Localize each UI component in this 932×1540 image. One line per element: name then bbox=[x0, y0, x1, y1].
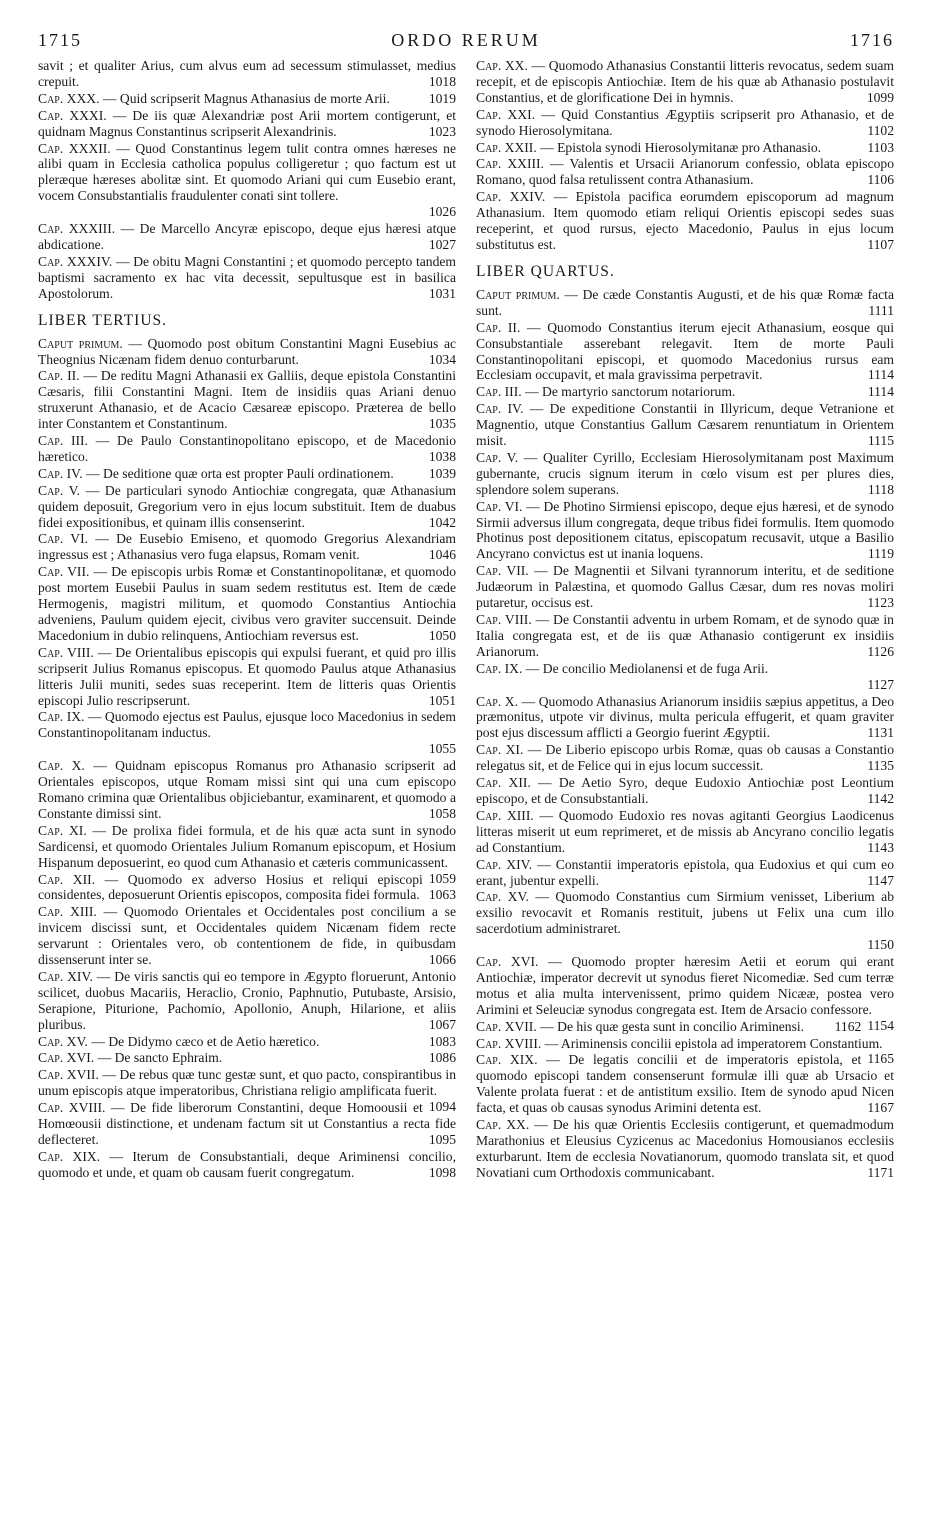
page-reference: 1165 bbox=[867, 1051, 894, 1067]
page-reference: 1102 bbox=[867, 122, 894, 138]
chapter-label: Cap. XXI. bbox=[476, 106, 536, 122]
entry-text: — Quomodo ex adverso Hosius et reliqui episcopi considentes, deposuerunt Orientis episcopos, composita fidei formula. bbox=[38, 871, 423, 903]
toc-entry bbox=[38, 368, 456, 432]
entry-text: — De Paulo Constantinopolitano episcopo, et de Macedonio hæretico. bbox=[38, 433, 456, 464]
chapter-label: Cap. XVIII. bbox=[476, 1035, 542, 1051]
page-reference: 1031 bbox=[428, 285, 456, 301]
chapter-label: Cap. XI. bbox=[38, 822, 87, 838]
entry-text: — De Constantii adventu in urbem Romam, et de synodo quæ in Italia congregata est, et de iis quæ Athanasio contigerunt ex insidiis Arianorum. bbox=[476, 612, 894, 659]
page-reference: 1027 bbox=[428, 236, 456, 252]
page-reference: 1046 bbox=[428, 547, 456, 563]
toc-entry bbox=[38, 1034, 456, 1050]
page-reference: 1115 bbox=[867, 433, 894, 449]
toc-entry bbox=[476, 499, 894, 563]
chapter-label: Cap. IX. bbox=[476, 660, 523, 676]
entry-text: — De legatis concilii et de imperatoris epistola, et quomodo episcopi tandem consenserunt formulæ illi quæ ab Ursacio et Valente prolata fuerat : et de antistitum exsilio. Item de synodo apud Nicen facta, et quas ob causas synodus Arimini detenta est. bbox=[476, 1052, 894, 1116]
toc-entry bbox=[476, 156, 894, 188]
chapter-label: Cap. XX. bbox=[476, 58, 528, 73]
page-reference: 1058 bbox=[428, 805, 456, 821]
chapter-label: Cap. XX. bbox=[476, 1117, 530, 1133]
toc-entry bbox=[476, 775, 894, 807]
chapter-label: Cap. XVII. bbox=[38, 1067, 99, 1083]
page-reference: 1038 bbox=[428, 448, 456, 464]
columns bbox=[38, 58, 894, 1182]
chapter-label: Cap. XII. bbox=[38, 871, 96, 887]
chapter-label: Cap. XXX. bbox=[38, 90, 100, 106]
entry-text: — De Magnentii et Silvani tyrannorum interitu, et de seditione Judæorum in Palæstina, et quomodo Gallus Cæsar, dum res novas moliri putaretur, occisus est. bbox=[476, 563, 894, 611]
right-column bbox=[476, 58, 894, 1182]
toc-entry bbox=[38, 108, 456, 140]
toc-entry bbox=[38, 645, 456, 709]
page-reference: 1111 bbox=[868, 302, 894, 318]
page-reference: 1026 bbox=[428, 204, 456, 220]
toc-entry bbox=[38, 1149, 456, 1181]
entry-text: savit ; et qualiter Arius, cum alvus eum ad secessum stimulasset, medius crepuit. bbox=[38, 58, 456, 89]
running-title: ORDO RERUM bbox=[391, 30, 541, 50]
entry-text: — De cæde Constantis Augusti, et de his quæ Romæ facta sunt. bbox=[476, 286, 894, 318]
toc-entry bbox=[476, 808, 894, 856]
entry-text: — Quomodo Constantius cum Sirmium venisset, Liberium ab exsilio revocavit et Romanis restituit, jubens ut Felix una cum illo sacerdotium administraret. bbox=[476, 889, 894, 937]
page-reference: 1142 bbox=[867, 790, 894, 806]
chapter-label: Caput primum. bbox=[38, 335, 123, 351]
entry-text: — Quomodo Athanasius Constantii litteris revocatus, sedem suam recepit, et de episcopis Antiochiæ. Item de his quæ ab Athanasio postulavit Constantius, et de glorificatione Dei in hymnis. bbox=[476, 58, 894, 105]
entry-text: — Quid Constantius Ægyptiis scripserit pro Athanasio, et de synodo Hierosolymitana. bbox=[476, 106, 894, 138]
toc-entry bbox=[476, 320, 894, 384]
page-reference: 1095 bbox=[428, 1132, 456, 1147]
toc-entry bbox=[476, 189, 894, 253]
entry-text: — De concilio Mediolanensi et de fuga Arii. bbox=[525, 660, 769, 676]
entry-text: — Epistola pacifica eorumdem episcoporum ad magnum Athanasium. Item quomodo etiam reliqui Orientis episcopi sedes suas receperint, et quod rursus, ejecto Macedonio, Paulus in ejus locum substitutus est. bbox=[476, 189, 894, 252]
page-reference: 1083 bbox=[428, 1033, 456, 1049]
toc-entry bbox=[38, 58, 456, 90]
page-reference: 1103 bbox=[867, 139, 894, 155]
chapter-label: Cap. X. bbox=[38, 758, 85, 774]
running-head bbox=[38, 30, 894, 54]
entry-text: — Iterum de Consubstantiali, deque Ariminensi concilio, quomodo et unde, et quam ob causam fuerit congregatum. bbox=[38, 1148, 456, 1180]
page-reference: 1162 bbox=[834, 1018, 862, 1034]
toc-entry bbox=[476, 1117, 894, 1181]
page-reference: 1066 bbox=[428, 952, 456, 968]
chapter-label: Cap. XII. bbox=[476, 775, 531, 791]
entry-text: — De episcopis urbis Romæ et Constantinopolitanæ, et quomodo post mortem Eusebii Paulus in suam sedem restitutus est. Item de cæde Hermogenis, magistri militum, et quomodo Constantius Antiochia adveniens, Paulum quidem ejecit, civibus vero graviter succensuit. Deinde Macedonium in dubio relinquens, Antiochiam reversus est. bbox=[38, 564, 456, 643]
entry-text: — De his quæ gesta sunt in concilio Ariminensi. bbox=[540, 1018, 805, 1034]
chapter-label: Cap. X. bbox=[476, 693, 519, 709]
chapter-label: Cap. IX. bbox=[38, 709, 85, 725]
entry-text: — De seditione quæ orta est propter Pauli ordinationem. bbox=[86, 465, 394, 481]
entry-text: — De Photino Sirmiensi episcopo, deque ejus hæresi, et de synodo Sirmii adversus illum congregata, deque tribus fidei formulis. Item quomodo Photinus post depositionem citatus, episcopatum recusavit, utque a Basilio Ancyrano convictus est ut inania loquens. bbox=[476, 498, 894, 562]
toc-entry bbox=[476, 287, 894, 319]
entry-text: — De Liberio episcopo urbis Romæ, quas ob causas a Constantio relegatus sit, et de Felice qui in ejus locum successit. bbox=[476, 742, 894, 774]
chapter-label: Cap. XI. bbox=[476, 742, 524, 758]
page-reference: 1034 bbox=[428, 351, 456, 367]
toc-entry bbox=[476, 58, 894, 106]
chapter-label: Cap. XV. bbox=[476, 889, 529, 905]
page-reference: 1143 bbox=[867, 839, 894, 855]
chapter-label: Cap. VII. bbox=[38, 564, 90, 580]
page-reference: 1039 bbox=[428, 465, 456, 481]
chapter-label: Cap. V. bbox=[38, 482, 81, 498]
chapter-label: Cap. IV. bbox=[38, 465, 83, 481]
toc-entry bbox=[476, 1019, 894, 1035]
entry-text: — Quomodo Eudoxio res novas agitanti Georgius Laodicenus litteras miserit ut eum reprimeret, et de missis ab Ancyrano concilio legatis ad Constantium. bbox=[476, 807, 894, 855]
chapter-label: Cap. XVI. bbox=[38, 1050, 95, 1066]
page-reference: 1042 bbox=[428, 514, 456, 530]
entry-text: — De Orientalibus episcopis qui expulsi fuerant, et quid pro illis scripserit Julius Romanus episcopus. Et quomodo Paulus atque Athanasius litteris Julii muniti, sedes suas receperint. Item de litteris quas Orientis episcopi Julio rescripserunt. bbox=[38, 644, 456, 708]
entry-text: — De obitu Magni Constantini ; et quomodo percepto tandem baptismi sacramento ex hac vita decessit, sepultusque est in basilica Apostolorum. bbox=[38, 253, 456, 301]
entry-text: — De prolixa fidei formula, et de his quæ acta sunt in synodo Sardicensi, et quomodo Orientales Julium Romanum episcopum, et Hosium Hispanum deposuerint, eo quod cum Athanasio et cæteris communicassent. bbox=[38, 822, 456, 870]
page-reference: 1099 bbox=[866, 89, 894, 105]
toc-entry bbox=[38, 483, 456, 531]
right-page-number: 1716 bbox=[849, 30, 894, 50]
chapter-label: Cap. XXXI. bbox=[38, 107, 107, 123]
page-reference: 1067 bbox=[428, 1016, 456, 1032]
page-reference: 1050 bbox=[428, 627, 456, 643]
entry-text: — De viris sanctis qui eo tempore in Ægypto floruerunt, Antonio scilicet, duobus Macariis, Heraclio, Cronio, Paphnutio, Putubaste, Arsisio, Serapione, Piturione, Pachomio, Apollonio, Anuph, Hilarione, et aliis pluribus. bbox=[38, 968, 456, 1032]
chapter-label: Cap. V. bbox=[476, 449, 519, 465]
chapter-label: Cap. XVI. bbox=[476, 954, 539, 970]
entry-text: — De Didymo cæco et de Aetio hæretico. bbox=[91, 1033, 320, 1049]
toc-entry bbox=[38, 433, 456, 465]
chapter-label: Cap. VII. bbox=[476, 563, 529, 579]
toc-entry bbox=[38, 969, 456, 1033]
entry-text: — Quomodo Orientales et Occidentales post concilium a se invicem discissi sunt, et Occidentales quidem Nicænam fidem recte servarunt : Orientales vero, ob contentionem de fide, in quibusdam dissenserunt inter se. bbox=[38, 904, 456, 968]
toc-entry bbox=[476, 889, 894, 953]
chapter-label: Cap. VIII. bbox=[476, 612, 532, 627]
page-reference: 1135 bbox=[867, 758, 894, 774]
entry-text: — Quomodo propter hæresim Aetii et eorum qui erant Antiochiæ, imperator decrevit ut synodus fieret Nicomediæ. Sed cum terræ motus et alia multa intervenissent, primo quidem Nicææ, postea vero Arimini et Seleuciæ synodus congregata est. Item de Arsacio confessore. bbox=[476, 954, 894, 1017]
chapter-label: Cap. XXXIV. bbox=[38, 253, 113, 269]
toc-entry bbox=[38, 1050, 456, 1066]
chapter-label: Cap. II. bbox=[38, 368, 80, 384]
page-reference: 1107 bbox=[867, 236, 894, 252]
entry-text: — De expeditione Constantii in Illyricum, deque Vetranione et Magnentio, utque Constantius Gallum Cæsarem renuntiatum in Orientem misit. bbox=[476, 401, 894, 449]
toc-entry bbox=[38, 709, 456, 757]
toc-entry bbox=[38, 904, 456, 968]
entry-text: — De Marcello Ancyræ episcopo, deque ejus hæresi atque abdicatione. bbox=[38, 221, 456, 252]
entry-text: — Epistola synodi Hierosolymitanæ pro Athanasio. bbox=[540, 139, 822, 155]
chapter-label: Cap. XXIV. bbox=[476, 189, 546, 205]
chapter-label: Cap. III. bbox=[476, 384, 522, 400]
chapter-label: Cap. XIX. bbox=[476, 1052, 538, 1068]
entry-text: — De reditu Magni Athanasii ex Galliis, deque epistola Constantini Cæsaris, filii Constantini Magni. Item de insidiis quas Ariani denuo struxerunt Athanasio, et de Acacio Cæsareæ episcopo. Præterea de bello inter Constantem et Constantinum. bbox=[38, 368, 456, 432]
entry-text: — Constantii imperatoris epistola, qua Eudoxius et qui cum eo erant, jubentur expelli. bbox=[476, 856, 895, 888]
page-reference: 1126 bbox=[867, 643, 894, 659]
page-reference: 1051 bbox=[428, 692, 456, 708]
chapter-label: Cap. VI. bbox=[476, 498, 523, 514]
entry-text: — Quidnam episcopus Romanus pro Athanasio scripserit ad Orientales episcopos, utque Romam missi sint qui una cum episcopo Romano crimina quæ Orientalibus objiciebantur, examinarent, et quomodo a Constante dimissi sint. bbox=[38, 758, 456, 821]
toc-entry bbox=[476, 401, 894, 449]
page-reference: 1023 bbox=[428, 123, 456, 139]
toc-entry bbox=[38, 1100, 456, 1148]
book-heading: LIBER QUARTUS. bbox=[476, 262, 615, 280]
chapter-label: Caput primum. bbox=[476, 286, 560, 302]
toc-entry bbox=[476, 384, 894, 400]
page-reference: 1171 bbox=[867, 1164, 894, 1180]
page-reference: 1055 bbox=[428, 741, 456, 757]
chapter-label: Cap. XIV. bbox=[38, 968, 93, 984]
entry-text: — Qualiter Cyrillo, Ecclesiam Hierosolymitanam post Maximum gubernante, crucis signum iterum in cœlo visum est per plures dies, splendore solem superans. bbox=[476, 449, 894, 497]
toc-entry bbox=[38, 221, 456, 253]
page-reference: 1147 bbox=[867, 872, 894, 888]
entry-text: — Ariminensis concilii epistola ad imperatorem Constantium. bbox=[544, 1035, 883, 1051]
entry-text: — Quod Constantinus legem tulit contra omnes hæreses ne alibi quam in Ecclesia catholica populus colligeretur ; quo factum est ut pleræque hæreses abolitæ sint. Et quomodo Ariani qui cum Eusebio erant, vocem Consubstantialis fraudulenter conati sint tollere. bbox=[38, 140, 456, 204]
toc-entry bbox=[476, 107, 894, 139]
left-page-number: 1715 bbox=[38, 30, 82, 50]
page-reference: 1106 bbox=[867, 172, 894, 188]
page-reference: 1114 bbox=[867, 367, 894, 383]
toc-entry bbox=[476, 742, 894, 774]
chapter-label: Cap. XIII. bbox=[38, 904, 97, 920]
entry-text: — De iis quæ Alexandriæ post Arii mortem contigerunt, et quidnam Magnus Constantinus scripserit Alexandrinis. bbox=[38, 107, 457, 139]
chapter-label: Cap. XIII. bbox=[476, 807, 534, 823]
toc-entry bbox=[476, 140, 894, 156]
page-reference: 1150 bbox=[867, 937, 894, 953]
toc-entry bbox=[476, 450, 894, 498]
toc-entry bbox=[38, 466, 456, 482]
chapter-label: Cap. VI. bbox=[38, 531, 88, 547]
page-reference: 1114 bbox=[867, 384, 894, 400]
left-column bbox=[38, 58, 456, 1182]
page-reference: 1123 bbox=[867, 595, 894, 611]
page-reference: 1167 bbox=[867, 1100, 894, 1116]
toc-entry bbox=[476, 1052, 894, 1116]
entry-text: — Valentis et Ursacii Arianorum confessio, oblata episcopo Romano, quod falsa retulissent contra Athanasium. bbox=[476, 156, 895, 188]
entry-text: — De his quæ Orientis Ecclesiis contigerunt, et quemadmodum Marathonius et Eleusius Cyzicenus ac Macedonius Homousianos ecclesiis exturbarunt. Item de ecclesia Novatianorum, quomodo translata sit, et quod Novatiani cum Orthodoxis communicabant. bbox=[476, 1117, 894, 1180]
toc-entry bbox=[38, 564, 456, 644]
chapter-label: Cap. XXIII. bbox=[476, 156, 544, 172]
chapter-label: Cap. XIX. bbox=[38, 1148, 101, 1164]
toc-entry bbox=[38, 91, 456, 107]
page-reference: 1118 bbox=[867, 481, 894, 497]
toc-entry bbox=[38, 531, 456, 563]
entry-text: — De Aetio Syro, deque Eudoxio Antiochiæ post Leontium episcopo, et de Consubstantiali. bbox=[476, 775, 894, 806]
page-reference: 1127 bbox=[867, 676, 894, 692]
toc-entry bbox=[476, 612, 894, 660]
entry-text: — Quid scripserit Magnus Athanasius de morte Arii. bbox=[102, 90, 390, 106]
entry-text: — De sancto Ephraim. bbox=[97, 1050, 223, 1066]
entry-text: — Quomodo ejectus est Paulus, ejusque loco Macedonius in sedem Constantinopolitanam inductus. bbox=[38, 709, 456, 741]
page-reference: 1035 bbox=[428, 416, 456, 432]
toc-entry bbox=[38, 141, 456, 221]
page-reference: 1086 bbox=[428, 1050, 456, 1066]
chapter-label: Cap. XVIII. bbox=[38, 1100, 106, 1116]
chapter-label: Cap. II. bbox=[476, 319, 521, 335]
chapter-label: Cap. XVII. bbox=[476, 1018, 537, 1034]
page-reference: 1094 bbox=[428, 1099, 456, 1115]
book-heading: LIBER TERTIUS. bbox=[38, 311, 168, 329]
chapter-label: Cap. IV. bbox=[476, 401, 524, 417]
page-reference: 1018 bbox=[428, 73, 456, 89]
toc-entry bbox=[476, 857, 894, 889]
chapter-label: Cap. XIV. bbox=[476, 856, 533, 872]
page-reference: 1098 bbox=[428, 1164, 456, 1180]
page-reference: 1063 bbox=[428, 887, 456, 903]
chapter-label: Cap. III. bbox=[38, 433, 88, 449]
page-reference: 1119 bbox=[867, 546, 894, 562]
toc-entry bbox=[38, 336, 456, 368]
toc-entry bbox=[476, 661, 894, 693]
toc-entry bbox=[38, 758, 456, 822]
chapter-label: Cap. XXII. bbox=[476, 139, 537, 155]
entry-text: — Quomodo post obitum Constantini Magni Eusebius ac Theognius Nicænam fidem denuo conturbarunt. bbox=[38, 335, 457, 367]
chapter-label: Cap. VIII. bbox=[38, 644, 94, 660]
entry-text: — Quomodo Constantius iterum ejecit Athanasium, eosque qui Consubstantiale asserebant relegavit. Item de morte Pauli Constantinopolitani episcopi, et quomodo Macedonius rursus eam Ecclesiam occupavit, et mala gravissima perpetravit. bbox=[476, 319, 894, 383]
page-reference: 1059 bbox=[428, 870, 456, 886]
entry-text: — De rebus quæ tunc gestæ sunt, et quo pacto, conspirantibus in unum episcopis atque imperatoribus, Christiana religio amplificata fuerit. bbox=[38, 1067, 456, 1099]
page-reference: 1019 bbox=[428, 90, 456, 106]
toc-entry bbox=[38, 872, 456, 904]
chapter-label: Cap. XXXIII. bbox=[38, 221, 116, 237]
toc-entry bbox=[38, 254, 456, 302]
entry-text: — De fide liberorum Constantini, deque Homoousii et Homœousii distinctione, et undenam factum sit ut Constantius a recta fide deflecteret. bbox=[38, 1100, 456, 1147]
page-reference: 1131 bbox=[867, 725, 894, 741]
entry-text: — De Eusebio Emiseno, et quomodo Gregorius Alexandriam ingressus est ; Athanasius vero fuga elapsus, Romam venit. bbox=[38, 531, 456, 563]
page-reference: 1154 bbox=[867, 1017, 894, 1033]
entry-text: — De particulari synodo Antiochiæ congregata, quæ Athanasium quidem deposuit, Gregorium vero in ejus locum substituit. Item de duabus fidei expositionibus, et quinam illis consenserint. bbox=[38, 482, 456, 530]
entry-text: — Quomodo Athanasius Arianorum insidiis sæpius appetitus, a Deo præmonitus, utpote vir divinus, multa pericula effugerit, et quam graviter post ejus discessum afflicti a Georgio fuerint Ægyptii. bbox=[476, 693, 894, 741]
toc-entry bbox=[476, 563, 894, 611]
toc-entry bbox=[476, 694, 894, 742]
chapter-label: Cap. XV. bbox=[38, 1033, 88, 1049]
chapter-label: Cap. XXXII. bbox=[38, 140, 111, 156]
entry-text: — De martyrio sanctorum notariorum. bbox=[525, 384, 736, 400]
